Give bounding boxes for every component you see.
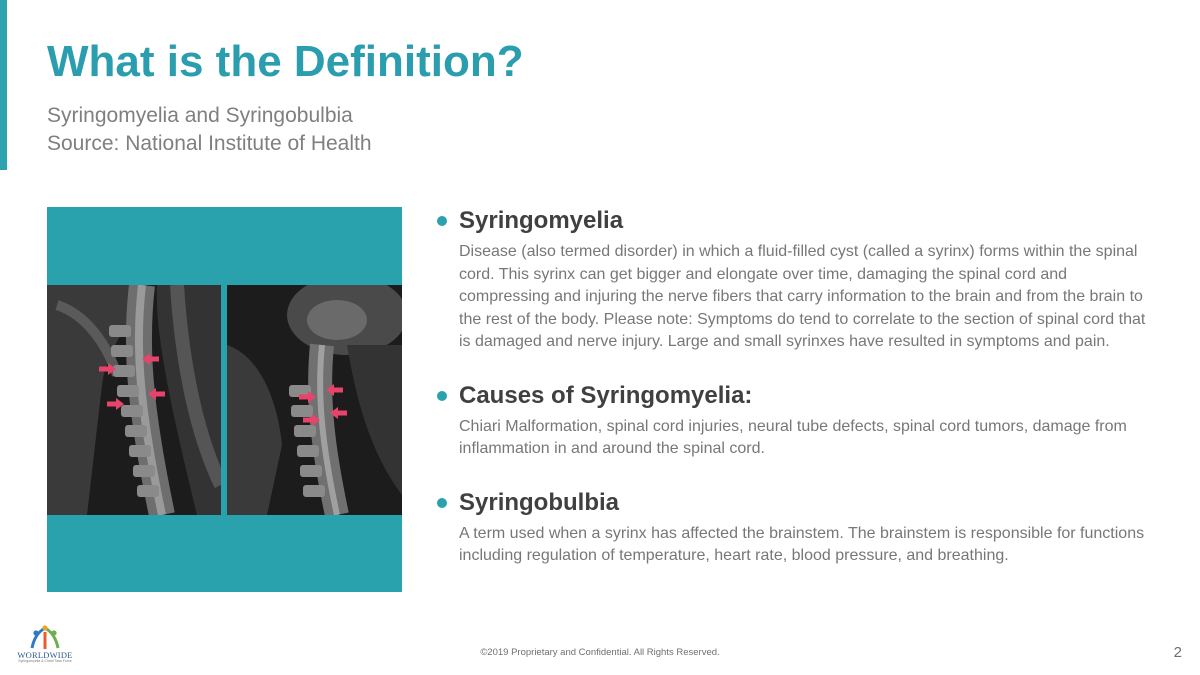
slide-subtitle — [47, 102, 372, 158]
bullet-heading: Causes of Syringomyelia: — [459, 381, 753, 409]
logo-tagline: Syringomyelia & Chiari Task Force — [18, 659, 72, 663]
mri-image-right — [227, 285, 402, 515]
logo-wordmark: WORLDWIDE — [17, 650, 73, 660]
bullet-heading: Syringomyelia — [459, 207, 624, 234]
bullet-dot-icon — [437, 216, 447, 226]
mri-right-graphic — [227, 285, 402, 515]
bullet-syringomyelia — [437, 205, 1157, 354]
bullet-causes — [437, 380, 1157, 461]
bullet-syringobulbia — [437, 487, 1157, 568]
footer-copyright: ©2019 Proprietary and Confidential. All Rights Reserved. — [480, 647, 720, 658]
bullet-body: A term used when a syrinx has affected the brainstem. The brainstem is responsible for functions including regulation of temperature, heart rate, blood pressure, and breathing. — [459, 524, 1145, 564]
subtitle-source-line: Source: National Institute of Health — [47, 132, 372, 155]
accent-bar — [0, 0, 7, 170]
bullet-list — [437, 205, 1157, 594]
mri-image-left — [47, 285, 221, 515]
bullet-heading: Syringobulbia — [459, 488, 620, 516]
subtitle-line: Syringomyelia and Syringobulbia — [47, 104, 353, 127]
bullet-body: Chiari Malformation, spinal cord injuries, neural tube defects, spinal cord tumors, damage from inflammation in and around the spinal cord. — [459, 417, 1127, 457]
worldwide-logo — [14, 624, 76, 664]
mri-image-panel — [47, 207, 402, 592]
bullet-dot-icon — [437, 391, 447, 401]
page-number: 2 — [1173, 644, 1182, 661]
bullet-dot-icon — [437, 498, 447, 508]
mri-left-graphic — [47, 285, 221, 515]
slide-title: What is the Definition? — [47, 37, 524, 86]
bullet-body: Disease (also termed disorder) in which a fluid-filled cyst (called a syrinx) forms within the spinal cord. This syrinx can get bigger and elongate over time, damaging the spinal cord and compressing and injuring the nerve fibers that carry information to the brain and from the brain to the rest of the body. Please note: Symptoms do tend to correlate to the section of spinal cord that is damaged and nerve injury. Large and small syrinxes have resulted in symptoms and pain. — [459, 243, 1146, 350]
